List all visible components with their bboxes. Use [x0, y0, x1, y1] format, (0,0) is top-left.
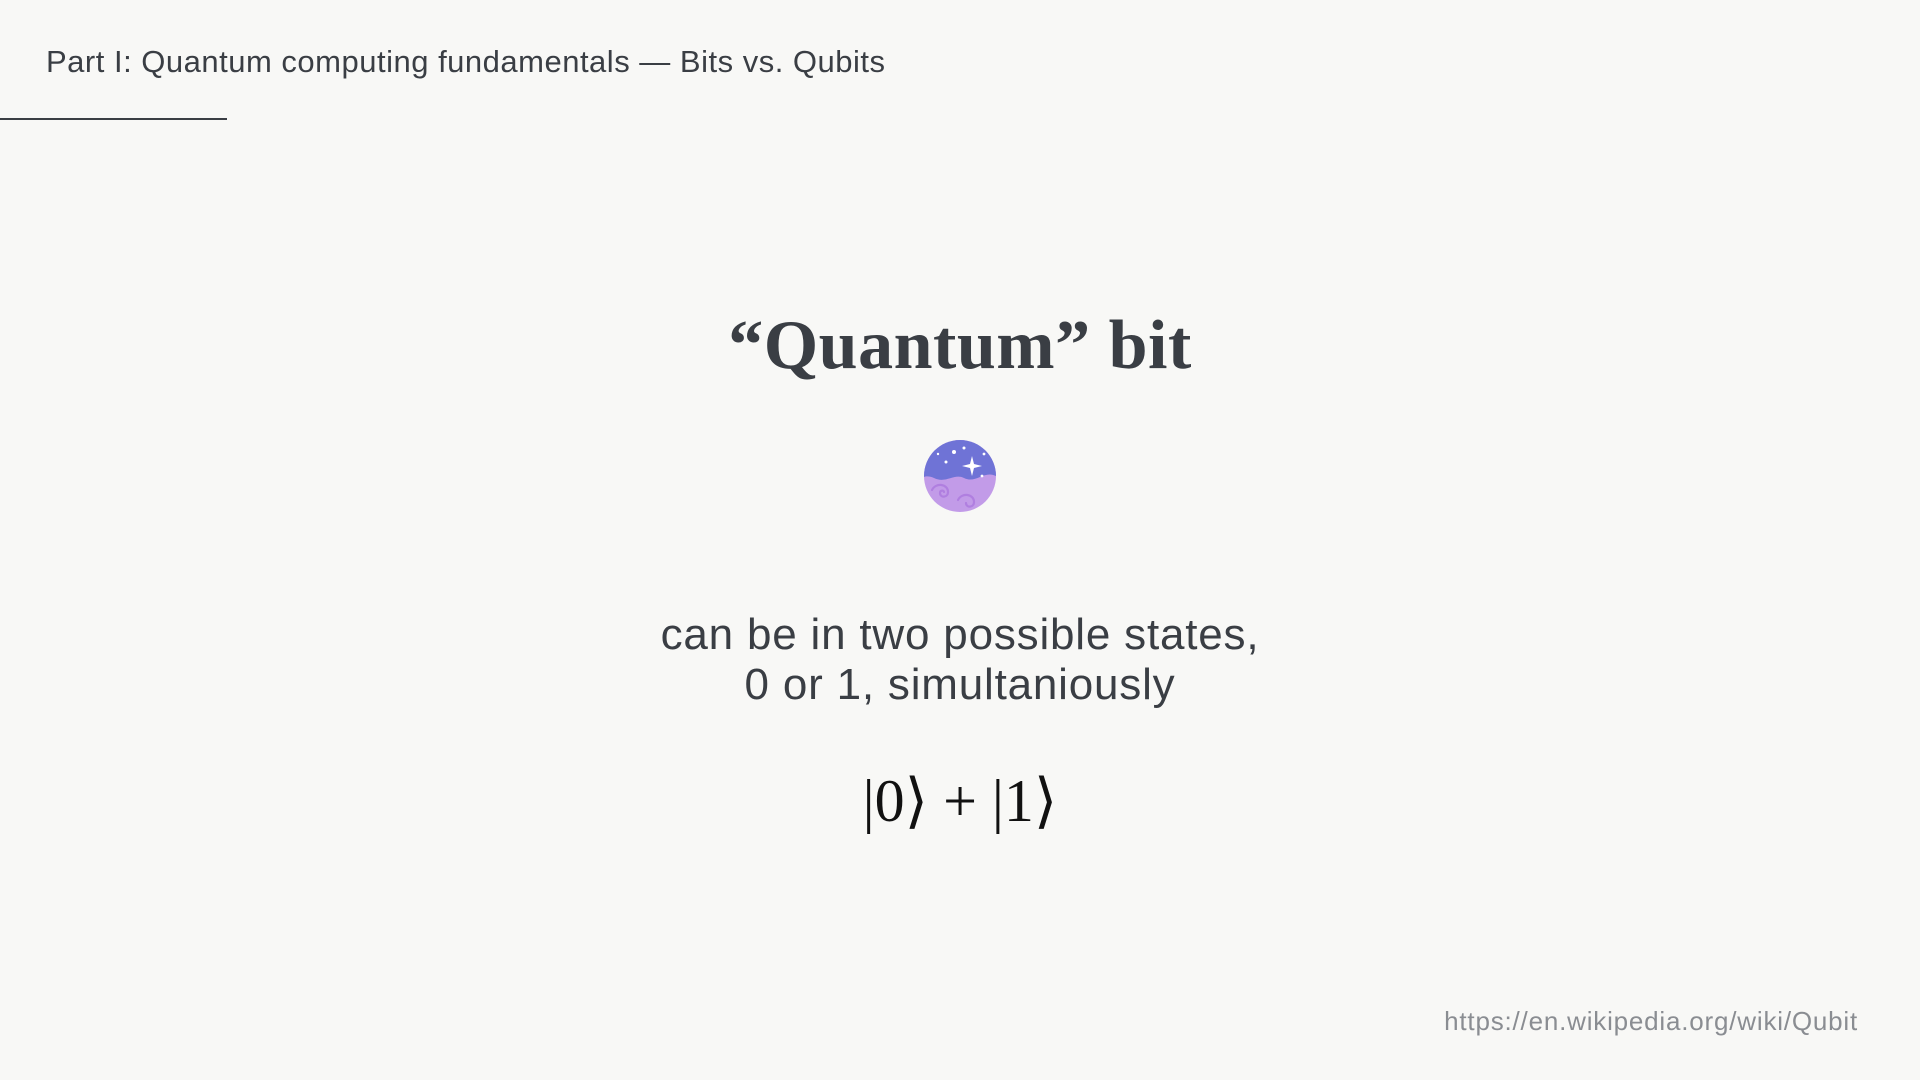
superposition-formula: |0⟩ + |1⟩: [862, 768, 1058, 834]
qubit-description: [0, 610, 1920, 710]
qubit-sphere-icon: [924, 440, 996, 512]
description-line: 0 or 1, simultaniously: [744, 660, 1176, 709]
source-link[interactable]: https://en.wikipedia.org/wiki/Qubit: [1444, 1006, 1858, 1036]
header-divider: [0, 118, 227, 120]
slide-title: “Quantum” bit: [728, 307, 1192, 384]
description-line: can be in two possible states,: [660, 610, 1260, 659]
section-header: Part I: Quantum computing fundamentals — Bits vs. Qubits: [46, 44, 886, 79]
